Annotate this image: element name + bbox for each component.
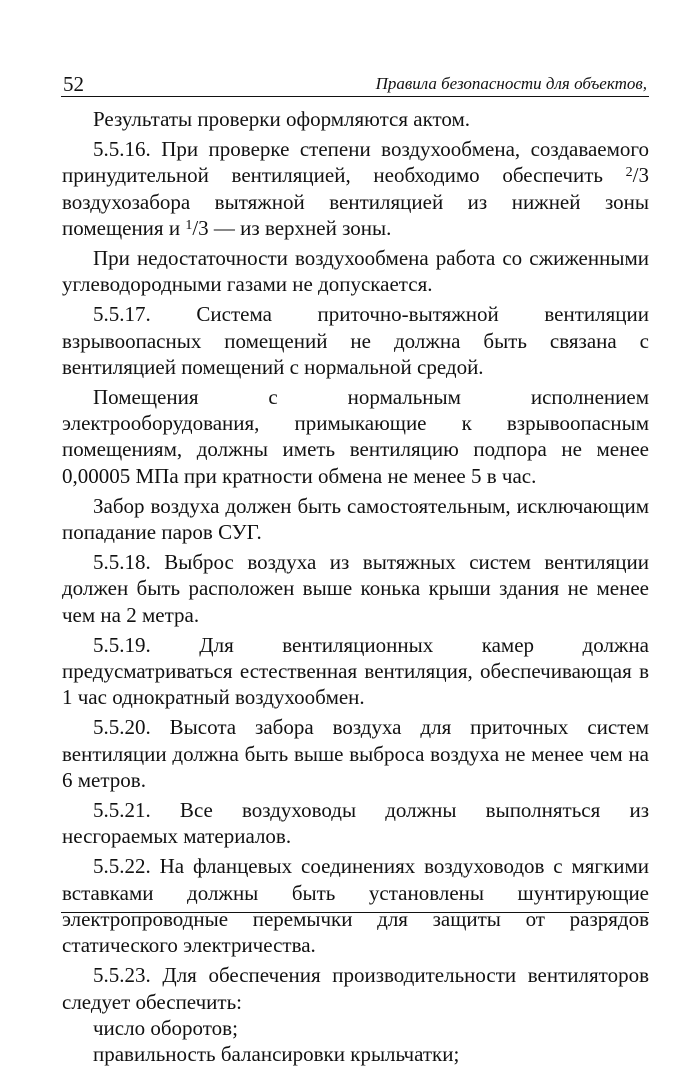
paragraph: Забор воздуха должен быть самостоятельным, исключающим попадание паров СУГ. bbox=[62, 493, 649, 545]
page-number: 52 bbox=[63, 72, 84, 96]
paragraph-5-5-21: 5.5.21. Все воздуховоды должны выполняться из несгораемых материалов. bbox=[62, 798, 649, 849]
paragraph-5-5-19: 5.5.19. Для вентиляционных камер должна предусматриваться естественная вентиляция, обеспечивающая в 1 час однократный воздухообмен. bbox=[62, 632, 649, 710]
paragraph-5-5-23: 5.5.23. Для обеспечения производительности вентиляторов следует обеспечить: bbox=[62, 963, 649, 1014]
paragraph-5-5-18: 5.5.18. Выброс воздуха из вытяжных систем вентиляции должен быть расположен выше конька крыши здания не менее чем на 2 метра. bbox=[62, 550, 649, 627]
paragraph-5-5-22: 5.5.22. На фланцевых соединениях воздуховодов с мягкими вставками должны быть установлены шунтирующие электропроводные перемычки для защиты от разрядов статического электричества. bbox=[62, 854, 649, 958]
fraction-numerator: 1 bbox=[185, 217, 193, 233]
list-item: правильность балансировки крыльчатки; bbox=[93, 1041, 460, 1066]
paragraph: Помещения с нормальным исполнением электрооборудования, примыкающие к взрывоопасным помещениям, должны иметь вентиляцию подпора не менее 0,00005 МПа при кратности обмена не менее 5 в час. bbox=[62, 385, 649, 488]
page-body bbox=[62, 106, 649, 1067]
paragraph-5-5-16: 5.5.16. При проверке степени воздухообмена, создаваемого принудительной вентиляцией, необходимо обеспечить $^2$/3 воздухозабора вытяжной вентиляцией из нижней зоны помещения и $^1$/3 — из верхней зоны. bbox=[62, 137, 650, 240]
paragraph: Результаты проверки оформляются актом. bbox=[93, 107, 471, 131]
bottom-rule bbox=[61, 912, 649, 913]
running-title: Правила безопасности для объектов, bbox=[375, 74, 647, 93]
fraction-numerator: 2 bbox=[625, 165, 633, 181]
paragraph-5-5-20: 5.5.20. Высота забора воздуха для приточных систем вентиляции должна быть выше выброса воздуха не менее чем на 6 метров. bbox=[62, 715, 649, 792]
paragraph-5-5-17: 5.5.17. Система приточно-вытяжной вентиляции взрывоопасных помещений не должна быть связана с вентиляцией помещений с нормальной средой. bbox=[62, 302, 649, 379]
list-item: число оборотов; bbox=[93, 1015, 238, 1040]
page-header bbox=[61, 64, 649, 97]
paragraph: При недостаточности воздухообмена работа со сжиженными углеводородными газами не допускается. bbox=[62, 246, 649, 297]
